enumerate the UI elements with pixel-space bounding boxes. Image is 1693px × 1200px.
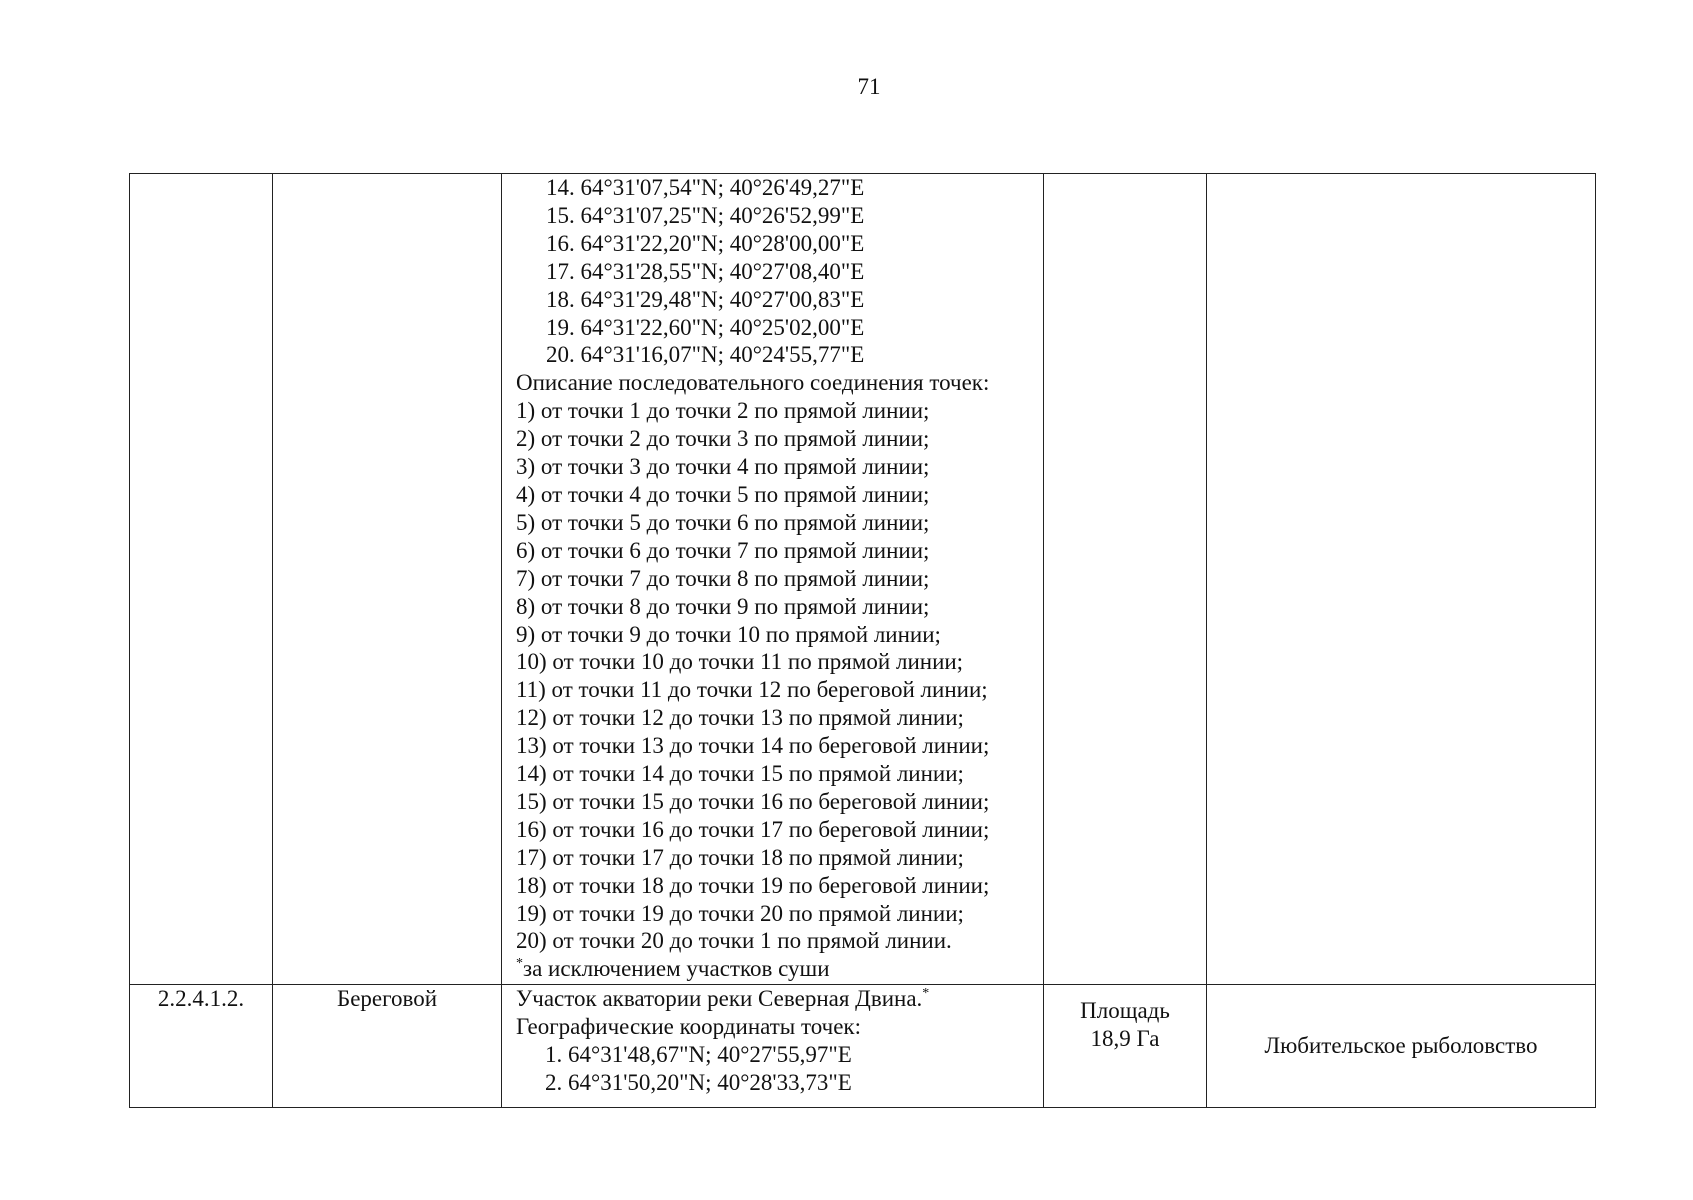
coordinate-item: 19. 64°31'22,60"N; 40°25'02,00"E — [546, 314, 865, 340]
table-row-continued — [130, 174, 1596, 985]
footnote — [516, 955, 1043, 983]
code-cell-empty — [130, 174, 273, 985]
connection-item: 4) от точки 4 до точки 5 по прямой линии; — [516, 481, 930, 507]
coordinate-item: 15. 64°31'07,25"N; 40°26'52,99"E — [546, 202, 865, 228]
connection-item: 6) от точки 6 до точки 7 по прямой линии; — [516, 537, 930, 563]
connection-item: 18) от точки 18 до точки 19 по береговой линии; — [516, 872, 990, 898]
connection-item: 2) от точки 2 до точки 3 по прямой линии; — [516, 426, 930, 452]
page-number: 71 — [857, 74, 881, 99]
use-cell-empty — [1207, 174, 1596, 985]
area-title — [516, 985, 1043, 1013]
footnote-text: за исключением участков суши — [523, 956, 830, 982]
area-code: 2.2.4.1.2. — [130, 985, 273, 1108]
connection-item: 8) от точки 8 до точки 9 по прямой линии; — [516, 593, 930, 619]
connection-item: 10) от точки 10 до точки 11 по прямой линии; — [516, 649, 964, 675]
usage-type: Любительское рыболовство — [1207, 985, 1596, 1108]
connection-item: 12) от точки 12 до точки 13 по прямой линии; — [516, 705, 964, 731]
connection-item: 17) от точки 17 до точки 18 по прямой линии; — [516, 844, 964, 870]
coordinate-item: 16. 64°31'22,20"N; 40°28'00,00"E — [546, 230, 865, 256]
description-cell — [502, 174, 1044, 985]
connection-item: 7) от точки 7 до точки 8 по прямой линии; — [516, 565, 930, 591]
connection-item: 15) от точки 15 до точки 16 по береговой линии; — [516, 788, 990, 814]
type-cell-empty — [273, 174, 502, 985]
connection-item: 1) от точки 1 до точки 2 по прямой линии; — [516, 398, 930, 424]
fishing-areas-table — [129, 173, 1596, 1108]
connection-item: 11) от точки 11 до точки 12 по береговой линии; — [516, 677, 988, 703]
area-label: Площадь — [1080, 998, 1170, 1023]
connection-item: 16) от точки 16 до точки 17 по береговой линии; — [516, 816, 990, 842]
table-row — [130, 985, 1596, 1108]
footnote-mark: * — [922, 986, 930, 1001]
area-title-text: Участок акватории реки Северная Двина. — [516, 986, 923, 1011]
connection-item: 9) от точки 9 до точки 10 по прямой линии; — [516, 621, 941, 647]
connection-heading: Описание последовательного соединения точек: — [516, 370, 990, 396]
area-type: Береговой — [273, 985, 502, 1108]
connection-item: 19) от точки 19 до точки 20 по прямой линии; — [516, 900, 964, 926]
coordinate-list — [516, 174, 1043, 369]
footnote-mark: * — [516, 956, 523, 972]
coordinate-item: 14. 64°31'07,54"N; 40°26'49,27"E — [546, 175, 865, 200]
connection-item: 20) от точки 20 до точки 1 по прямой линии. — [516, 928, 952, 954]
coordinate-item: 1. 64°31'48,67"N; 40°27'55,97"E — [545, 1041, 852, 1067]
connection-item: 3) от точки 3 до точки 4 по прямой линии; — [516, 454, 930, 480]
description-cell — [502, 985, 1044, 1108]
connection-item: 5) от точки 5 до точки 6 по прямой линии; — [516, 509, 930, 535]
area-value: 18,9 Га — [1090, 1025, 1160, 1051]
connection-list — [516, 397, 1043, 955]
coordinate-item: 20. 64°31'16,07"N; 40°24'55,77"E — [546, 342, 865, 368]
connection-item: 14) от точки 14 до точки 15 по прямой линии; — [516, 761, 964, 787]
coordinates-heading: Географические координаты точек: — [516, 1013, 861, 1039]
area-cell-empty — [1044, 174, 1207, 985]
connection-item: 13) от точки 13 до точки 14 по береговой линии; — [516, 733, 990, 759]
coordinate-item: 2. 64°31'50,20"N; 40°28'33,73"E — [545, 1069, 852, 1095]
area-size-cell — [1044, 985, 1207, 1108]
coordinate-item: 17. 64°31'28,55"N; 40°27'08,40"E — [546, 258, 865, 284]
coordinate-item: 18. 64°31'29,48"N; 40°27'00,83"E — [546, 286, 865, 312]
